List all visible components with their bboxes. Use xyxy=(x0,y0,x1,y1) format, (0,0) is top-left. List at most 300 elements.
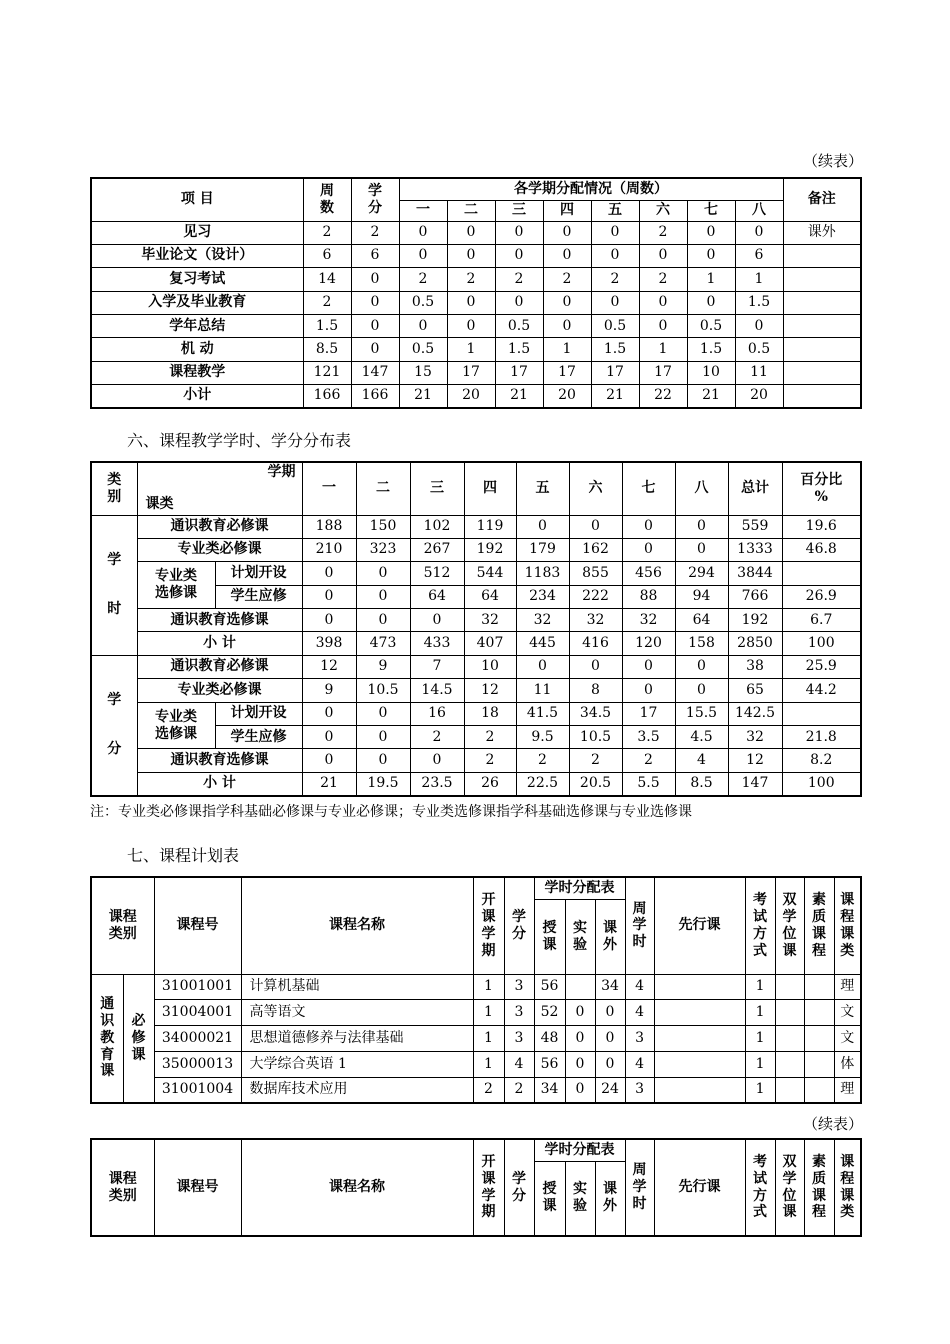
cell: 147 xyxy=(351,361,399,384)
cell: 0.5 xyxy=(495,315,543,338)
course-weekly: 3 xyxy=(625,1026,654,1052)
course-lab: 0 xyxy=(565,1077,595,1103)
course-lec: 56 xyxy=(534,974,565,1000)
header-dual: 双 学 位 课 xyxy=(775,877,804,974)
course-lec: 48 xyxy=(534,1026,565,1052)
header-category: 课程 类别 xyxy=(91,1139,154,1236)
cell: 0 xyxy=(447,315,495,338)
cell: 0 xyxy=(410,749,464,772)
header-course-class: 课 程 课 类 xyxy=(834,877,861,974)
header-course-class: 课 程 课 类 xyxy=(834,1139,861,1236)
cell: 166 xyxy=(303,385,351,408)
course-lab: 0 xyxy=(565,1026,595,1052)
row-label: 通识教育必修课 xyxy=(137,655,302,678)
cell: 267 xyxy=(410,538,464,561)
header-prereq: 先行课 xyxy=(654,877,745,974)
course-term: 1 xyxy=(473,1051,504,1077)
header-extra: 课 外 xyxy=(595,1161,625,1236)
header-credit: 学 分 xyxy=(351,178,399,221)
cell: 179 xyxy=(516,538,569,561)
cell: 2850 xyxy=(728,632,782,655)
cell: 14.5 xyxy=(410,679,464,702)
cell: 150 xyxy=(356,515,410,538)
semester-header: 四 xyxy=(464,462,516,515)
header-hours-alloc: 学时分配表 xyxy=(534,877,625,899)
credits-category: 学 分 xyxy=(91,655,137,795)
cell: 0 xyxy=(687,221,735,244)
cell: 46.8 xyxy=(782,538,861,561)
cell: 11 xyxy=(516,679,569,702)
course-name: 思想道德修养与法律基础 xyxy=(241,1026,473,1052)
row-label: 学年总结 xyxy=(91,315,303,338)
cell: 8.2 xyxy=(782,749,861,772)
cell: 512 xyxy=(410,562,464,585)
course-code: 35000013 xyxy=(154,1051,241,1077)
table-row xyxy=(91,361,861,384)
row-label: 计划开设 xyxy=(215,562,302,585)
cell: 0 xyxy=(302,726,356,749)
semester-header: 五 xyxy=(516,462,569,515)
course-dual xyxy=(775,974,804,1000)
cell: 0 xyxy=(622,538,675,561)
row-label: 学生应修 xyxy=(215,585,302,608)
cell: 147 xyxy=(728,772,782,795)
cell: 64 xyxy=(410,585,464,608)
course-pre xyxy=(654,974,745,1000)
cell: 17 xyxy=(639,361,687,384)
cell: 6 xyxy=(735,244,783,267)
cell: 0 xyxy=(543,291,591,314)
cell: 32 xyxy=(569,609,622,632)
cell: 0 xyxy=(516,515,569,538)
table-row xyxy=(91,702,861,725)
semester-header: 七 xyxy=(622,462,675,515)
cell: 12 xyxy=(302,655,356,678)
continued-label-2: （续表） xyxy=(803,1115,864,1133)
row-label: 通识教育必修课 xyxy=(137,515,302,538)
note-cell xyxy=(783,385,861,408)
cell: 119 xyxy=(464,515,516,538)
cell: 10 xyxy=(687,361,735,384)
row-label: 计划开设 xyxy=(215,702,302,725)
cell: 407 xyxy=(464,632,516,655)
cell: 100 xyxy=(782,772,861,795)
cell: 2 xyxy=(516,749,569,772)
header-weekly: 周 学 时 xyxy=(625,877,654,974)
cell: 0 xyxy=(675,538,728,561)
header-lab: 实 验 xyxy=(565,899,595,974)
cell: 10 xyxy=(464,655,516,678)
cell: 2 xyxy=(639,221,687,244)
cell: 10.5 xyxy=(356,679,410,702)
course-plan-table xyxy=(90,876,862,1104)
header-row xyxy=(91,877,861,899)
course-exam: 1 xyxy=(745,1000,775,1026)
semester-header: 三 xyxy=(410,462,464,515)
row-label: 通识教育选修课 xyxy=(137,609,302,632)
course-code: 34000021 xyxy=(154,1026,241,1052)
course-row xyxy=(91,1000,861,1026)
course-qual xyxy=(804,1051,834,1077)
course-term: 2 xyxy=(473,1077,504,1103)
section-6-title: 六、课程教学学时、学分分布表 xyxy=(127,431,352,450)
cell: 12 xyxy=(728,749,782,772)
row-label: 复习考试 xyxy=(91,268,303,291)
row-label: 专业类必修课 xyxy=(137,538,302,561)
cell: 1.5 xyxy=(687,338,735,361)
course-dual xyxy=(775,1077,804,1103)
cell: 1.5 xyxy=(591,338,639,361)
course-exam: 1 xyxy=(745,974,775,1000)
row-label: 通识教育选修课 xyxy=(137,749,302,772)
cell: 22.5 xyxy=(516,772,569,795)
cell: 0 xyxy=(543,221,591,244)
course-term: 1 xyxy=(473,974,504,1000)
cell xyxy=(782,702,861,725)
cell: 0 xyxy=(302,562,356,585)
course-lec: 34 xyxy=(534,1077,565,1103)
cell: 0 xyxy=(569,515,622,538)
row-label: 小 计 xyxy=(137,772,302,795)
course-pre xyxy=(654,1000,745,1026)
cell: 210 xyxy=(302,538,356,561)
row-label: 机 动 xyxy=(91,338,303,361)
cell: 2 xyxy=(591,268,639,291)
cell: 0 xyxy=(356,749,410,772)
cell: 0 xyxy=(639,291,687,314)
cell: 16 xyxy=(410,702,464,725)
cell: 2 xyxy=(569,749,622,772)
course-qual xyxy=(804,1026,834,1052)
cell: 0 xyxy=(356,702,410,725)
cell: 1.5 xyxy=(735,291,783,314)
cell: 192 xyxy=(728,609,782,632)
table-row xyxy=(91,632,861,655)
cell: 32 xyxy=(622,609,675,632)
table-row xyxy=(91,655,861,678)
cell: 18 xyxy=(464,702,516,725)
cell: 0 xyxy=(302,609,356,632)
table-row xyxy=(91,749,861,772)
cell: 0 xyxy=(622,655,675,678)
header-open-term: 开 课 学 期 xyxy=(473,1139,504,1236)
cell: 17 xyxy=(543,361,591,384)
cell: 0.5 xyxy=(399,291,447,314)
cell: 15.5 xyxy=(675,702,728,725)
semester-header: 四 xyxy=(543,200,591,221)
cell: 0 xyxy=(351,268,399,291)
row-label: 专业类必修课 xyxy=(137,679,302,702)
cell: 23.5 xyxy=(410,772,464,795)
header-note: 备注 xyxy=(783,178,861,221)
course-credit: 3 xyxy=(504,974,534,1000)
cell: 188 xyxy=(302,515,356,538)
cell: 0 xyxy=(302,585,356,608)
course-weekly: 4 xyxy=(625,974,654,1000)
table-row xyxy=(91,562,861,585)
table-row xyxy=(91,291,861,314)
course-credit: 3 xyxy=(504,1000,534,1026)
cell: 162 xyxy=(569,538,622,561)
row-label: 毕业论文（设计） xyxy=(91,244,303,267)
course-ext: 0 xyxy=(595,1026,625,1052)
elective-group-label: 专业类 选修课 xyxy=(137,702,215,749)
course-dual xyxy=(775,1000,804,1026)
cell: 158 xyxy=(675,632,728,655)
cell: 25.9 xyxy=(782,655,861,678)
header-exam: 考 试 方 式 xyxy=(745,1139,775,1236)
week-allocation-table xyxy=(90,177,862,409)
cell: 0 xyxy=(687,291,735,314)
cell: 0 xyxy=(591,291,639,314)
course-cls: 文 xyxy=(834,1026,861,1052)
cell: 64 xyxy=(464,585,516,608)
course-cls: 理 xyxy=(834,974,861,1000)
cell: 2 xyxy=(410,726,464,749)
header-term-course xyxy=(137,462,302,515)
header-credit: 学 分 xyxy=(504,1139,534,1236)
note-cell xyxy=(783,315,861,338)
header-lecture: 授 课 xyxy=(534,899,565,974)
cell: 4 xyxy=(675,749,728,772)
table-row xyxy=(91,338,861,361)
course-code: 31004001 xyxy=(154,1000,241,1026)
cell: 17 xyxy=(591,361,639,384)
cell: 26.9 xyxy=(782,585,861,608)
header-row xyxy=(91,462,861,515)
course-qual xyxy=(804,1000,834,1026)
cell: 0 xyxy=(516,655,569,678)
row-label: 课程教学 xyxy=(91,361,303,384)
cell: 0 xyxy=(356,585,410,608)
cell: 473 xyxy=(356,632,410,655)
cell: 0 xyxy=(447,244,495,267)
course-lec: 56 xyxy=(534,1051,565,1077)
cell: 22 xyxy=(639,385,687,408)
header-lab: 实 验 xyxy=(565,1161,595,1236)
course-cls: 文 xyxy=(834,1000,861,1026)
cell: 2 xyxy=(351,221,399,244)
course-code: 31001004 xyxy=(154,1077,241,1103)
course-lec: 52 xyxy=(534,1000,565,1026)
cell: 2 xyxy=(399,268,447,291)
note-cell: 课外 xyxy=(783,221,861,244)
cell: 323 xyxy=(356,538,410,561)
header-credit: 学 分 xyxy=(504,877,534,974)
note-cell xyxy=(783,268,861,291)
header-category: 课程 类别 xyxy=(91,877,154,974)
cell: 433 xyxy=(410,632,464,655)
cell: 20 xyxy=(735,385,783,408)
cell: 64 xyxy=(675,609,728,632)
cell: 44.2 xyxy=(782,679,861,702)
cell: 100 xyxy=(782,632,861,655)
header-name: 课程名称 xyxy=(241,877,473,974)
header-open-term: 开 课 学 期 xyxy=(473,877,504,974)
cell: 10.5 xyxy=(569,726,622,749)
course-ext: 0 xyxy=(595,1000,625,1026)
cell: 0 xyxy=(591,244,639,267)
cell xyxy=(782,562,861,585)
course-name: 大学综合英语 1 xyxy=(241,1051,473,1077)
table-row xyxy=(91,268,861,291)
cell: 456 xyxy=(622,562,675,585)
semester-header: 五 xyxy=(591,200,639,221)
cell: 0 xyxy=(302,749,356,772)
cell: 1 xyxy=(735,268,783,291)
section-6-note: 注：专业类必修课指学科基础必修课与专业必修课；专业类选修课指学科基础选修课与专业选修课 xyxy=(90,804,692,820)
cell: 0 xyxy=(351,291,399,314)
sub-group-label: 必 修 课 xyxy=(123,974,154,1103)
cell: 26 xyxy=(464,772,516,795)
semester-header: 八 xyxy=(675,462,728,515)
cell: 2 xyxy=(495,268,543,291)
cell: 65 xyxy=(728,679,782,702)
cell: 0 xyxy=(735,315,783,338)
cell: 2 xyxy=(447,268,495,291)
cell: 0 xyxy=(399,315,447,338)
cell: 15 xyxy=(399,361,447,384)
row-label: 入学及毕业教育 xyxy=(91,291,303,314)
semester-header: 七 xyxy=(687,200,735,221)
header-weekly: 周 学 时 xyxy=(625,1139,654,1236)
header-extra: 课 外 xyxy=(595,899,625,974)
header-quality: 素 质 课 程 xyxy=(804,877,834,974)
course-term: 1 xyxy=(473,1026,504,1052)
elective-group-label: 专业类 选修课 xyxy=(137,562,215,609)
cell: 398 xyxy=(302,632,356,655)
cell: 121 xyxy=(303,361,351,384)
cell: 17 xyxy=(622,702,675,725)
header-term: 学期 xyxy=(267,464,296,480)
course-exam: 1 xyxy=(745,1077,775,1103)
hours-credits-table xyxy=(90,461,862,797)
header-row xyxy=(91,1139,861,1161)
cell: 2 xyxy=(303,291,351,314)
course-row xyxy=(91,1026,861,1052)
cell: 32 xyxy=(728,726,782,749)
cell: 0 xyxy=(399,244,447,267)
header-category: 类 别 xyxy=(91,462,137,515)
note-cell xyxy=(783,338,861,361)
cell: 0 xyxy=(351,315,399,338)
course-row xyxy=(91,1051,861,1077)
cell: 234 xyxy=(516,585,569,608)
cell: 0 xyxy=(622,679,675,702)
course-qual xyxy=(804,974,834,1000)
header-prereq: 先行课 xyxy=(654,1139,745,1236)
cell: 2 xyxy=(464,726,516,749)
cell: 559 xyxy=(728,515,782,538)
course-weekly: 4 xyxy=(625,1051,654,1077)
cell: 21 xyxy=(399,385,447,408)
cell: 0 xyxy=(687,244,735,267)
course-lab xyxy=(565,974,595,1000)
cell: 222 xyxy=(569,585,622,608)
course-name: 计算机基础 xyxy=(241,974,473,1000)
continued-label-1: （续表） xyxy=(803,152,864,170)
table-row xyxy=(91,315,861,338)
cell: 34.5 xyxy=(569,702,622,725)
cell: 0 xyxy=(543,244,591,267)
cell: 14 xyxy=(303,268,351,291)
header-exam: 考 试 方 式 xyxy=(745,877,775,974)
cell: 1 xyxy=(639,338,687,361)
cell: 2 xyxy=(639,268,687,291)
cell: 416 xyxy=(569,632,622,655)
note-cell xyxy=(783,361,861,384)
cell: 1 xyxy=(687,268,735,291)
semester-header: 六 xyxy=(569,462,622,515)
cell: 0 xyxy=(675,515,728,538)
cell: 1 xyxy=(447,338,495,361)
semester-header: 三 xyxy=(495,200,543,221)
semester-header: 二 xyxy=(356,462,410,515)
cell: 0 xyxy=(591,221,639,244)
course-pre xyxy=(654,1051,745,1077)
cell: 6 xyxy=(351,244,399,267)
cell: 88 xyxy=(622,585,675,608)
cell: 294 xyxy=(675,562,728,585)
semester-header: 六 xyxy=(639,200,687,221)
cell: 9 xyxy=(356,655,410,678)
cell: 1.5 xyxy=(495,338,543,361)
hours-category: 学 时 xyxy=(91,515,137,655)
course-dual xyxy=(775,1051,804,1077)
cell: 20 xyxy=(447,385,495,408)
cell: 0.5 xyxy=(735,338,783,361)
row-label: 学生应修 xyxy=(215,726,302,749)
course-lab: 0 xyxy=(565,1051,595,1077)
header-course-type: 课类 xyxy=(145,496,174,513)
cell: 0 xyxy=(495,291,543,314)
cell: 0 xyxy=(675,655,728,678)
course-dual xyxy=(775,1026,804,1052)
cell: 1183 xyxy=(516,562,569,585)
cell: 8.5 xyxy=(675,772,728,795)
course-credit: 4 xyxy=(504,1051,534,1077)
course-name: 高等语文 xyxy=(241,1000,473,1026)
cell: 445 xyxy=(516,632,569,655)
header-weeks: 周 数 xyxy=(303,178,351,221)
cell: 0 xyxy=(351,338,399,361)
semester-header: 二 xyxy=(447,200,495,221)
cell: 94 xyxy=(675,585,728,608)
cell: 0 xyxy=(302,702,356,725)
row-label: 见习 xyxy=(91,221,303,244)
cell: 0 xyxy=(675,679,728,702)
cell: 1333 xyxy=(728,538,782,561)
cell: 6.7 xyxy=(782,609,861,632)
cell: 20.5 xyxy=(569,772,622,795)
header-item: 项 目 xyxy=(91,178,303,221)
course-cls: 理 xyxy=(834,1077,861,1103)
cell: 21 xyxy=(302,772,356,795)
cell: 766 xyxy=(728,585,782,608)
group-label: 通 识 教 育 课 xyxy=(91,974,123,1103)
course-credit: 3 xyxy=(504,1026,534,1052)
header-lecture: 授 课 xyxy=(534,1161,565,1236)
cell: 1 xyxy=(543,338,591,361)
header-name: 课程名称 xyxy=(241,1139,473,1236)
cell: 0 xyxy=(447,291,495,314)
cell: 0 xyxy=(543,315,591,338)
cell: 38 xyxy=(728,655,782,678)
course-term: 1 xyxy=(473,1000,504,1026)
cell: 0 xyxy=(622,515,675,538)
cell: 102 xyxy=(410,515,464,538)
cell: 0.5 xyxy=(591,315,639,338)
